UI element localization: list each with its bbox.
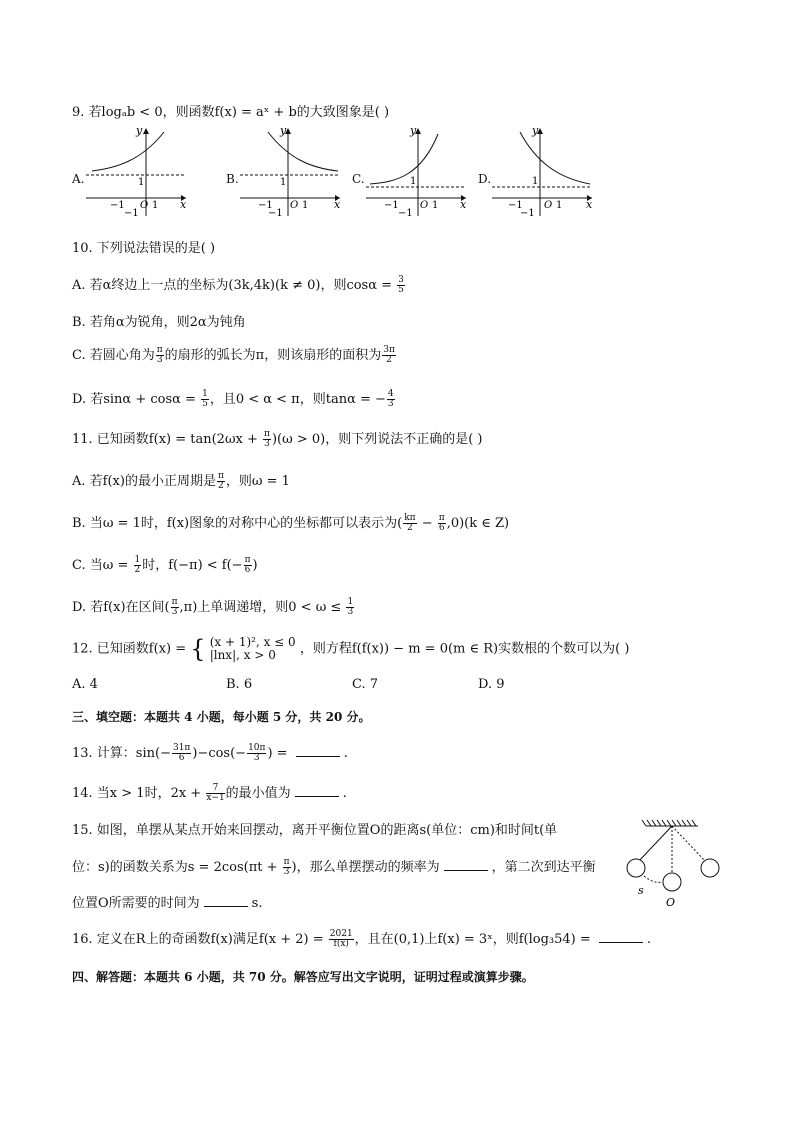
q11-option-c: C. 当ω = $\frac{1}{2}$ 时，f(−π) < f(− $\frac{\pi}{6}$ ) bbox=[72, 555, 258, 575]
fraction: $\frac{\pi}{3}$ bbox=[283, 857, 290, 877]
fraction: $\frac{10\pi}{3}$ bbox=[248, 743, 266, 763]
q11-option-b: B. 当ω = 1时，f(x)图象的对称中心的坐标都可以表示为( $\frac{k\pi}{2}$ − $\frac{\pi}{6}$ ,0)(k ∈ Z) bbox=[72, 513, 510, 533]
q15-line-1: 15. 如图，单摆从某点开始来回摆动，离开平衡位置O的距离s(单位：cm)和时间t(单 bbox=[72, 823, 558, 838]
section-3-heading: 三、填空题：本题共 4 小题，每小题 5 分，共 20 分。 bbox=[72, 710, 371, 724]
svg-text:−1: −1 bbox=[268, 208, 283, 218]
svg-text:y: y bbox=[410, 126, 417, 137]
fraction: $\frac{7}{x-1}$ bbox=[206, 783, 225, 803]
svg-text:1: 1 bbox=[302, 200, 309, 211]
svg-text:O: O bbox=[420, 200, 429, 211]
pendulum-o-label: O bbox=[666, 896, 676, 909]
svg-text:O: O bbox=[140, 200, 149, 211]
q12-option-a: A. 4 bbox=[72, 677, 98, 692]
q10-option-b: B. 若角α为锐角，则2α为钝角 bbox=[72, 315, 246, 330]
q10-option-a: A. 若α终边上一点的坐标为(3k,4k)(k ≠ 0)，则cosα = $\frac{3}{5}$ bbox=[72, 275, 404, 295]
fraction: $\frac{4}{3}$ bbox=[387, 389, 394, 409]
fraction: $\frac{\pi}{3}$ bbox=[264, 429, 270, 449]
answer-blank bbox=[204, 894, 248, 907]
svg-text:−1: −1 bbox=[258, 200, 273, 211]
svg-text:O: O bbox=[290, 200, 299, 211]
fraction: $\frac{k\pi}{2}$ bbox=[404, 513, 416, 533]
q9-option-b-label: B. bbox=[226, 172, 239, 186]
fraction: $\frac{\pi}{3}$ bbox=[171, 597, 178, 617]
fraction: $\frac{3\pi}{2}$ bbox=[383, 345, 395, 365]
fraction: $\frac{31\pi}{6}$ bbox=[172, 743, 191, 763]
answer-blank bbox=[296, 744, 340, 757]
svg-text:−1: −1 bbox=[508, 200, 523, 211]
q12-option-c: C. 7 bbox=[352, 677, 379, 692]
q9-option-a-label: A. bbox=[72, 172, 85, 186]
svg-text:−1: −1 bbox=[110, 200, 125, 211]
answer-blank bbox=[444, 858, 488, 871]
fraction: $\frac{\pi}{2}$ bbox=[217, 471, 224, 491]
fraction: $\frac{\pi}{6}$ bbox=[438, 513, 445, 533]
fraction: $\frac{\pi}{6}$ bbox=[244, 555, 251, 575]
svg-text:−1: −1 bbox=[398, 208, 413, 218]
q9-option-d-label: D. bbox=[478, 172, 492, 186]
q15-line-2: 位：s)的函数关系为s = 2cos(πt + $\frac{\pi}{3}$ )，那么单摆摆动的频率为 ，第二次到达平衡 bbox=[72, 857, 596, 877]
answer-blank bbox=[599, 930, 643, 943]
q12-stem: 12. 已知函数f(x) = { (x + 1)², x ≤ 0 |lnx|, x > 0 ，则方程f(f(x)) − m = 0(m ∈ R)实数根的个数可以为( ) bbox=[72, 635, 630, 663]
q16-line: 16. 定义在R上的奇函数f(x)满足f(x + 2) = $\frac{2021}{f(x)}$ ，且在(0,1)上f(x) = 3ˣ，则f(log₃54) = . bbox=[72, 929, 652, 949]
svg-text:x: x bbox=[460, 198, 467, 211]
svg-text:1: 1 bbox=[410, 176, 417, 187]
svg-text:1: 1 bbox=[138, 177, 145, 188]
svg-text:y: y bbox=[280, 126, 287, 137]
piecewise-brace: { bbox=[190, 635, 206, 663]
q10-stem: 10. 下列说法错误的是( ) bbox=[72, 241, 216, 256]
pendulum-s-label: s bbox=[638, 884, 644, 897]
answer-blank bbox=[295, 784, 339, 797]
svg-text:1: 1 bbox=[532, 176, 539, 187]
q11-option-d: D. 若f(x)在区间( $\frac{\pi}{3}$ ,π)上单调递增，则0 < ω ≤ $\frac{1}{3}$ bbox=[72, 597, 354, 617]
piecewise-cases: (x + 1)², x ≤ 0 |lnx|, x > 0 bbox=[209, 635, 296, 662]
svg-text:1: 1 bbox=[556, 200, 563, 211]
q9-graph-d bbox=[492, 126, 596, 218]
q12-option-b: B. 6 bbox=[226, 677, 253, 692]
svg-text:−1: −1 bbox=[520, 208, 535, 218]
q9-stem: 9. 若logₐb < 0，则函数f(x) = aˣ + b的大致图象是( ) bbox=[72, 105, 390, 120]
fraction: $\frac{1}{5}$ bbox=[202, 389, 208, 409]
svg-text:y: y bbox=[532, 126, 539, 137]
q11-stem: 11. 已知函数f(x) = tan(2ωx + $\frac{\pi}{3}$ )(ω > 0)，则下列说法不正确的是( ) bbox=[72, 429, 483, 449]
q9-graph-a bbox=[86, 126, 190, 218]
svg-text:x: x bbox=[180, 198, 187, 211]
svg-text:−1: −1 bbox=[384, 200, 399, 211]
svg-text:O: O bbox=[544, 200, 553, 211]
svg-text:1: 1 bbox=[152, 200, 159, 211]
pendulum-figure bbox=[618, 818, 724, 910]
q10-option-d: D. 若sinα + cosα = $\frac{1}{5}$ ，且0 < α < π，则tanα = − $\frac{4}{3}$ bbox=[72, 389, 394, 409]
q12-option-d: D. 9 bbox=[478, 677, 505, 692]
svg-text:x: x bbox=[334, 198, 341, 211]
svg-text:y: y bbox=[136, 126, 143, 137]
fraction: $\frac{3}{5}$ bbox=[398, 275, 404, 295]
svg-text:1: 1 bbox=[432, 200, 439, 211]
q14-line: 14. 当x > 1时，2x + $\frac{7}{x-1}$ 的最小值为 . bbox=[72, 783, 347, 803]
section-4-heading: 四、解答题：本题共 6 小题，共 70 分。解答应写出文字说明，证明过程或演算步骤。 bbox=[72, 970, 534, 984]
fraction: $\frac{2021}{f(x)}$ bbox=[329, 929, 353, 949]
q11-option-a: A. 若f(x)的最小正周期是 $\frac{\pi}{2}$ ，则ω = 1 bbox=[72, 471, 290, 491]
svg-text:x: x bbox=[586, 198, 593, 211]
svg-text:−1: −1 bbox=[124, 208, 139, 218]
fraction: $\frac{1}{3}$ bbox=[347, 597, 354, 617]
svg-text:1: 1 bbox=[280, 177, 287, 188]
q13-line: 13. 计算：sin(− $\frac{31\pi}{6}$ )−cos(− $\frac{10\pi}{3}$ ) = . bbox=[72, 743, 348, 763]
q9-graph-c bbox=[366, 126, 470, 218]
fraction: $\frac{\pi}{3}$ bbox=[156, 345, 163, 365]
q9-option-c-label: C. bbox=[352, 172, 365, 186]
q15-line-3: 位置O所需要的时间为 s. bbox=[72, 896, 263, 911]
q10-option-c: C. 若圆心角为 $\frac{\pi}{3}$ 的扇形的弧长为π，则该扇形的面积为 $\frac{3\pi}{2}$ bbox=[72, 345, 395, 365]
fraction: $\frac{1}{2}$ bbox=[134, 555, 141, 575]
q9-graph-b bbox=[240, 126, 344, 218]
